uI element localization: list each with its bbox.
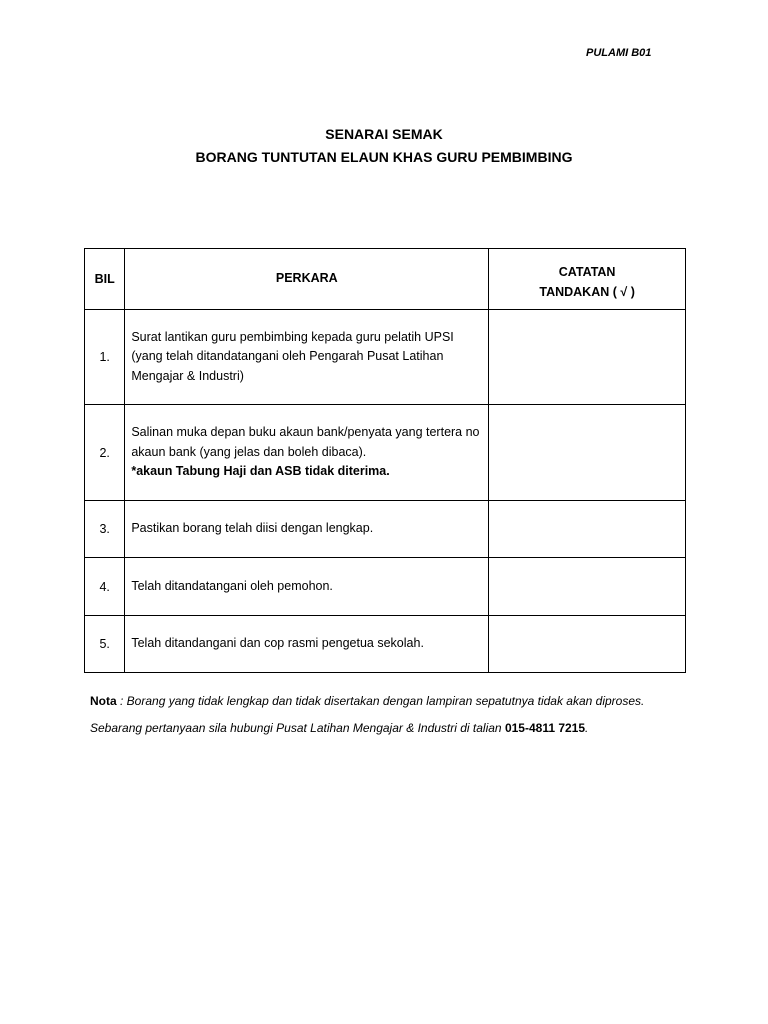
table-header-row (85, 249, 686, 310)
row-item-text: Surat lantikan guru pembimbing kepada guru pelatih UPSI (yang telah ditandatangani oleh Pengarah Pusat Latihan Mengajar & Industri) (125, 310, 489, 405)
row-tick-cell[interactable] (489, 558, 686, 616)
checklist-table (84, 248, 686, 673)
row-item-text: Telah ditandangani dan cop rasmi pengetua sekolah. (125, 616, 489, 673)
row-item-text: Pastikan borang telah diisi dengan lengkap. (125, 501, 489, 558)
header-catatan (489, 249, 686, 310)
row-number: 2. (85, 405, 125, 501)
row-tick-cell[interactable] (489, 501, 686, 558)
header-tandakan-label: TANDAKAN ( √ ) (539, 285, 635, 299)
row-item-note: *akaun Tabung Haji dan ASB tidak diterima. (131, 464, 390, 479)
note-end: . (585, 721, 589, 735)
form-code: PULAMI B01 (586, 47, 652, 59)
row-number: 1. (85, 310, 125, 405)
note-label: Nota (90, 694, 117, 708)
phone-number: 015-4811 7215 (504, 721, 586, 735)
document-title (0, 123, 768, 169)
row-tick-cell[interactable] (489, 616, 686, 673)
table-row (85, 501, 686, 558)
title-line-2: BORANG TUNTUTAN ELAUN KHAS GURU PEMBIMBING (195, 149, 573, 165)
header-bil: BIL (85, 249, 125, 310)
row-number: 4. (85, 558, 125, 616)
row-number: 3. (85, 501, 125, 558)
row-item-text: Salinan muka depan buku akaun bank/penyata yang tertera no akaun bank (yang jelas dan boleh dibaca). (131, 425, 480, 459)
row-tick-cell[interactable] (489, 405, 686, 501)
title-line-1: SENARAI SEMAK (325, 126, 443, 142)
table-row (85, 558, 686, 616)
footnote (90, 688, 690, 742)
table-row (85, 616, 686, 673)
header-perkara: PERKARA (125, 249, 489, 310)
row-item-cell (125, 405, 489, 501)
row-tick-cell[interactable] (489, 310, 686, 405)
note-text: : Borang yang tidak lengkap dan tidak disertakan dengan lampiran sepatutnya tidak akan diproses. Sebarang pertanyaan sila hubungi Pusat Latihan Mengajar & Industri di talian (90, 694, 645, 735)
row-item-text: Telah ditandatangani oleh pemohon. (125, 558, 489, 616)
header-catatan-label: CATATAN (558, 265, 616, 279)
table-row (85, 405, 686, 501)
row-number: 5. (85, 616, 125, 673)
table-row (85, 310, 686, 405)
